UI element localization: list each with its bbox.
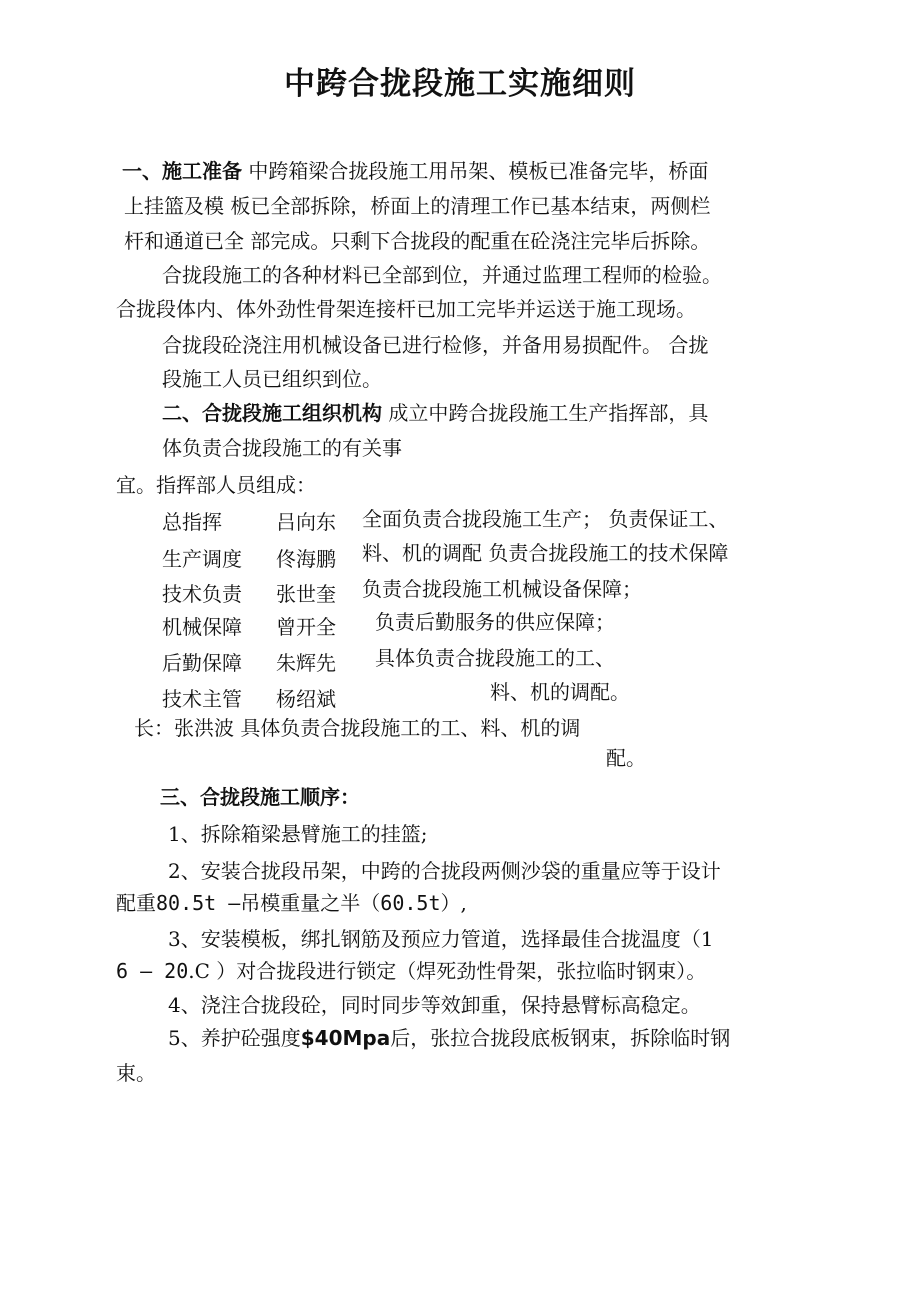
section2-text-1: 成立中跨合拢段施工生产指挥部，具: [388, 401, 709, 425]
section1-line1: [122, 157, 708, 185]
section2-last-line-tail: 配。: [606, 746, 646, 770]
role-label: 技术负责: [162, 582, 242, 606]
section1-para3-line2: 段施工人员已组织到位。: [162, 367, 382, 391]
step-5-text: 5、养护砼强度: [168, 1026, 301, 1050]
section1-para2-line1: 合拢段施工的各种材料已全部到位，并通过监理工程师的检验。: [162, 263, 722, 287]
role-person: 吕向东: [276, 510, 336, 534]
step-3-temperature: 6 — 20: [116, 959, 189, 983]
section2-last-line: 长：张洪波 具体负责合拢段施工的工、料、机的调: [134, 716, 581, 740]
section1-heading: 一、施工准备: [122, 159, 242, 183]
role-person: 朱辉先: [276, 651, 336, 675]
duty-text: 全面负责合拢段施工生产； 负责保证工、: [362, 507, 729, 531]
step-4: 4、浇注合拢段砼，同时同步等效卸重，保持悬臂标高稳定。: [168, 993, 701, 1017]
step-2-line1: 2、安装合拢段吊架，中跨的合拢段两侧沙袋的重量应等于设计: [168, 859, 721, 883]
step-2-text: ）,: [440, 891, 467, 915]
step-2-text: 吊模重量之半（: [240, 891, 381, 915]
step-5-strength: $40Mpa: [300, 1026, 391, 1050]
role-person: 张世奎: [276, 582, 336, 606]
step-1: 1、拆除箱梁悬臂施工的挂篮;: [168, 822, 428, 846]
section1-line3: 杆和通道已全 部完成。只剩下合拢段的配重在砼浇注完毕后拆除。: [124, 229, 711, 253]
duty-text: 负责后勤服务的供应保障；: [375, 610, 615, 634]
step-3-line1: 3、安装模板，绑扎钢筋及预应力管道，选择最佳合拢温度（1: [168, 927, 714, 951]
role-label: 机械保障: [162, 615, 242, 639]
duty-text: 料、机的调配 负责合拢段施工的技术保障: [362, 541, 729, 565]
step-5-text: 后，张拉合拢段底板钢束，拆除临时钢: [390, 1026, 731, 1050]
section1-para3-line1: 合拢段砼浇注用机械设备已进行检修，并备用易损配件。 合拢: [162, 333, 709, 357]
step-3-text: .C ）对合拢段进行锁定（焊死劲性骨架，张拉临时钢束）。: [188, 959, 707, 983]
step-2-half-weight: 60.5t: [380, 891, 441, 915]
role-person: 杨绍斌: [276, 687, 336, 711]
duty-text: 料、机的调配。: [490, 680, 630, 704]
section2-line2: 体负责合拢段施工的有关事: [162, 436, 402, 460]
role-label: 生产调度: [162, 547, 242, 571]
section1-para2-line2: 合拢段体内、体外劲性骨架连接杆已加工完毕并运送于施工现场。: [116, 297, 696, 321]
page-title: 中跨合拢段施工实施细则: [284, 66, 636, 102]
step-3-line2: [116, 957, 706, 985]
section1-text-1: 中跨箱梁合拢段施工用吊架、模板已准备完毕，桥面: [248, 159, 709, 183]
section3-heading: 三、合拢段施工顺序：: [160, 785, 360, 809]
section2-line1: [162, 399, 708, 427]
duty-text: 具体负责合拢段施工的工、: [375, 646, 615, 670]
role-label: 技术主管: [162, 687, 242, 711]
step-2-weight: 80.5t —: [156, 891, 241, 915]
step-2-text: 配重: [116, 891, 156, 915]
role-person: 曾开全: [276, 615, 336, 639]
section2-line3: 宜。指挥部人员组成：: [116, 473, 316, 497]
step-5-line2: 束。: [116, 1061, 156, 1085]
step-5-line1: [168, 1024, 730, 1052]
duty-text: 负责合拢段施工机械设备保障；: [362, 577, 642, 601]
role-label: 后勤保障: [162, 651, 242, 675]
role-label: 总指挥: [162, 510, 222, 534]
role-person: 佟海鹏: [276, 547, 336, 571]
section2-heading: 二、合拢段施工组织机构: [162, 401, 382, 425]
step-2-line2: [116, 889, 467, 917]
section1-line2: 上挂篮及模 板已全部拆除，桥面上的清理工作已基本结束，两侧栏: [124, 194, 711, 218]
